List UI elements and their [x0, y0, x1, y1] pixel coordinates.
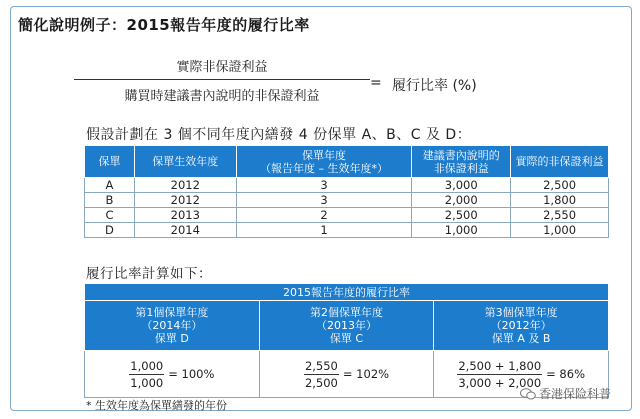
ratio-table-head: 2015報告年度的履行比率: [85, 284, 609, 301]
ratio-col1-l2: （2014年）: [141, 319, 203, 332]
cell: 2013: [134, 208, 236, 223]
table-row: [85, 208, 609, 223]
policy-table-header: [85, 146, 609, 178]
cell: 2,500: [412, 208, 511, 223]
ratio-table: [84, 283, 609, 398]
ratio-numerator: 1,000: [130, 358, 164, 373]
col-header-actual-benefit: 實際的非保證利益: [511, 146, 609, 178]
cell: 1: [236, 223, 412, 238]
ratio-col2-l2: （2013年）: [316, 319, 377, 332]
col-header-illustrated-benefit: [412, 146, 511, 178]
ratio-denominator: 2,500: [304, 375, 338, 390]
formula-numerator: 實際非保證利益: [176, 60, 268, 75]
ratio-col1-l1: 第1個保單年度: [135, 306, 209, 319]
assumption-text: 假設計劃在 3 個不同年度內繕發 4 份保單 A、B、C 及 D：: [86, 127, 472, 143]
cell: 3: [236, 178, 412, 193]
cell: 2012: [134, 193, 236, 208]
ratio-col3-l3: 保單 A 及 B: [491, 332, 551, 345]
cell: B: [85, 193, 135, 208]
ratio-col3-l1: 第3個保單年度: [484, 306, 558, 319]
ratio-col-header-3: [434, 301, 609, 351]
ratio-result: = 102%: [342, 367, 390, 381]
cell: A: [85, 178, 135, 193]
cell: C: [85, 208, 135, 223]
cell: 3,000: [412, 178, 511, 193]
cell: 2014: [134, 223, 236, 238]
ratio-result: = 86%: [546, 367, 585, 381]
col-header-policy: 保單: [85, 146, 135, 178]
calc-title: 履行比率計算如下：: [86, 266, 212, 282]
ratio-denominator: 1,000: [130, 375, 164, 390]
cell: 2012: [134, 178, 236, 193]
table-row: [85, 178, 609, 193]
ratio-result: = 100%: [168, 367, 215, 381]
col-header-illustrated-l1: 建議書內說明的: [422, 148, 500, 162]
cell: 3: [236, 193, 412, 208]
col-header-effective-year: 保單生效年度: [134, 146, 236, 178]
cell: 2: [236, 208, 412, 223]
cell: 2,500: [511, 178, 609, 193]
ratio-fraction: [304, 359, 339, 390]
col-header-policy-year-l1: 保單年度: [302, 148, 346, 162]
formula-result: 履行比率 (%): [392, 78, 477, 94]
cell: 2,000: [412, 193, 511, 208]
watermark: [520, 385, 611, 402]
ratio-col-header-2: [259, 301, 434, 351]
ratio-value-2: [259, 351, 434, 398]
cell: 1,000: [511, 223, 609, 238]
col-header-illustrated-l2: 非保證利益: [433, 161, 489, 175]
wechat-icon: [520, 388, 536, 400]
ratio-col2-l3: 保單 C: [329, 332, 364, 345]
col-header-policy-year-l2: （報告年度 – 生效年度*）: [260, 161, 388, 175]
cell: 1,800: [511, 193, 609, 208]
ratio-denominator: 3,000 + 2,000: [458, 375, 542, 390]
ratio-fraction: [129, 359, 164, 390]
table-row: [85, 223, 609, 238]
policy-table: [84, 145, 609, 238]
formula-equals: =: [370, 75, 382, 91]
col-header-policy-year: [236, 146, 412, 178]
ratio-col3-l2: （2012年）: [490, 319, 552, 332]
formula-fraction: [74, 56, 370, 104]
page-title: 簡化說明例子：2015報告年度的履行比率: [18, 16, 310, 34]
ratio-col-header-1: [85, 301, 260, 351]
ratio-numerator: 2,550: [304, 358, 338, 373]
footnote: * 生效年度為保單繕發的年份: [86, 399, 227, 412]
ratio-value-1: [85, 351, 260, 398]
watermark-text: 香港保险科普: [539, 387, 612, 401]
formula-denominator: 購買時建議書內說明的非保證利益: [124, 89, 320, 104]
cell: 2,550: [511, 208, 609, 223]
cell: D: [85, 223, 135, 238]
table-row: [85, 193, 609, 208]
ratio-numerator: 2,500 + 1,800: [458, 358, 542, 373]
ratio-col2-l1: 第2個保單年度: [310, 306, 383, 319]
ratio-col1-l3: 保單 D: [154, 332, 189, 345]
cell: 1,000: [412, 223, 511, 238]
